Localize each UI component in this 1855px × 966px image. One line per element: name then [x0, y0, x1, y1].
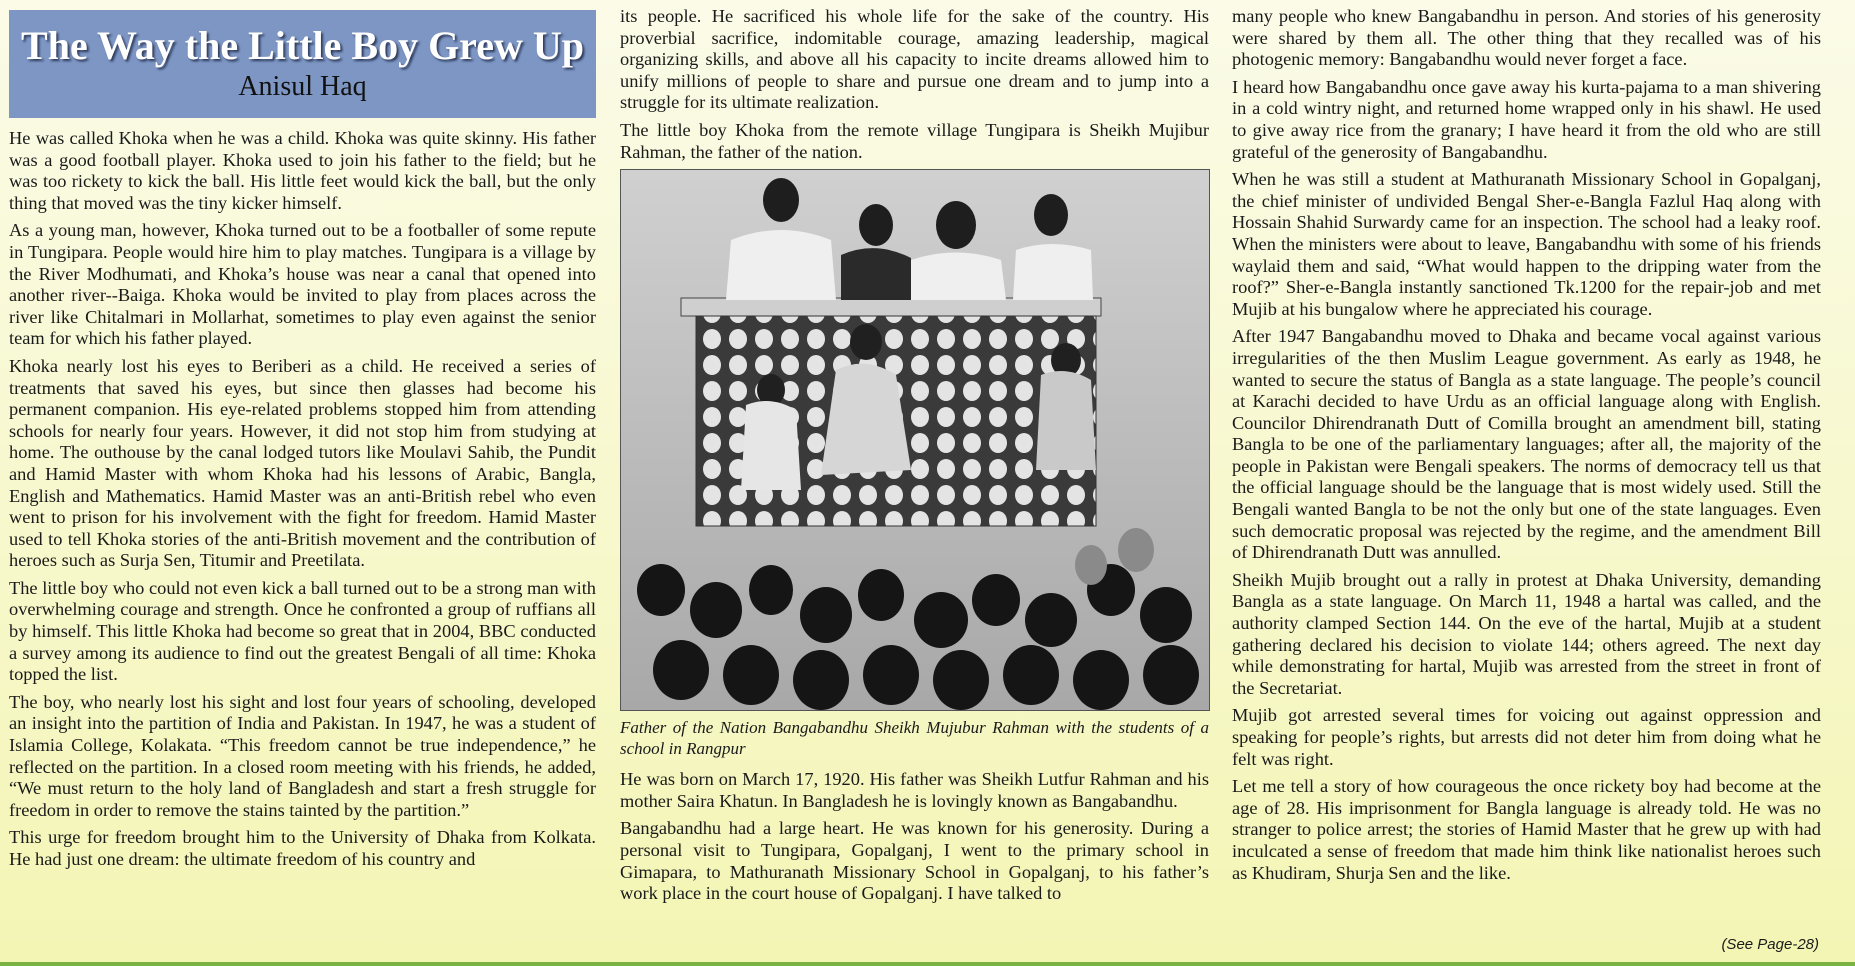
paragraph: This urge for freedom brought him to the University of Dhaka from Kolkata. He had just one dream: the ultimate freedom of his country and [9, 827, 596, 869]
paragraph: many people who knew Bangabandhu in person. And stories of his generosity were shared by them all. The other thing that they recalled was of his photogenic memory: Bangabandhu would never forget a face. [1232, 6, 1821, 70]
paragraph: When he was still a student at Mathuranath Missionary School in Gopalganj, the chief minister of undivided Bengal Sher-e-Bangla Fazlul Haq along with Hossain Shahid Surwardy came for an inspection. The school had a leaky roof. When the ministers were about to leave, Bangabandhu with some of his friends waylaid them and said, “What would happen to the dripping water from the roof?” Sher-e-Bangla instantly sanctioned Tk.1200 for the repair-job and met Mujib at his bungalow where he appreciated his courage. [1232, 169, 1821, 319]
photo-illustration [621, 170, 1209, 710]
paragraph: I heard how Bangabandhu once gave away his kurta-pajama to a man shivering in a cold wintry night, and returned home wrapped only in his shawl. He used to give away rice from the granary; I have heard it from the old who are still grateful of the generosity of Bangabandhu. [1232, 76, 1821, 162]
paragraph: Bangabandhu had a large heart. He was known for his generosity. During a personal visit to Tungipara, Gopalganj, I went to the primary school in Gimapara, to Mathuranath Missionary School in Gopalganj, to his father’s work place in the court house of Gopalganj. I have talked to [620, 818, 1209, 904]
article-title: The Way the Little Boy Grew Up [21, 23, 584, 68]
paragraph: He was called Khoka when he was a child. Khoka was quite skinny. His father was a good football player. Khoka used to join his father to the field; but he was too rickety to kick the ball. His little feet would kick the ball, but the only thing that moved was the tiny kicker himself. [9, 128, 596, 213]
column-1 [9, 6, 596, 877]
title-banner [9, 10, 596, 118]
paragraph: its people. He sacrificed his whole life for the sake of the country. His proverbial sacrifice, indomitable courage, amazing leadership, magical organizing skills, and above all his capacity to incite dreams allowed him to unify millions of people to share and pursue one dream and to jump into a struggle for its ultimate realization. [620, 6, 1209, 113]
paragraph: Mujib got arrested several times for voicing out against oppression and speaking for people’s rights, but arrests did not deter him from doing what he felt was right. [1232, 705, 1821, 769]
paragraph: As a young man, however, Khoka turned out to be a footballer of some repute in Tungipara. People would hire him to play matches. Tungipara is a village by the River Modhumati, and Khoka’s house was near a canal that opened into another river--Baiga. Khoka would be invited to play from places across the river like Chitalmari in Mollarhat, sometimes to play even against the senior team for which his father played. [9, 220, 596, 349]
paragraph: Let me tell a story of how courageous the once rickety boy had become at the age of 28. His imprisonment for Bangla language is already told. He was no stranger to police arrest; the stories of Hamid Master that he grew up with had inculcated a sense of freedom that made him think like nationalist heroes such as Khudiram, Shurja Sen and the like. [1232, 776, 1821, 883]
paragraph: The little boy Khoka from the remote village Tungipara is Sheikh Mujibur Rahman, the father of the nation. [620, 119, 1209, 162]
continued-on-page-note: (See Page-28) [1721, 936, 1819, 953]
paragraph: The little boy who could not even kick a ball turned out to be a strong man with overwhelming courage and strength. Once he confronted a group of ruffians all by himself. This little Khoka had become so great that in 2004, BBC conducted a survey among its audience to find out the greatest Bengali of all time: Khoka topped the list. [9, 577, 596, 685]
paragraph: Khoka nearly lost his eyes to Beriberi as a child. He received a series of treatments that saved his eyes, but since then glasses had become his permanent companion. His eye-related problems stopped him from attending schools for nearly four years. However, it did not stop him from studying at home. The outhouse by the canal lodged tutors like Moulavi Sahib, the Pundit and Hamid Master with whom Khoka had his lessons of Arabic, Bangla, English and Mathematics. Hamid Master was an anti-British rebel who even went to prison for his involvement with the fight for freedom. Hamid Master used to tell Khoka stories of the anti-British movement and the contribution of heroes such as Surja Sen, Titumir and Preetilata. [9, 355, 596, 571]
paragraph: He was born on March 17, 1920. His father was Sheikh Lutfur Rahman and his mother Saira Khatun. In Bangladesh he is lovingly known as Bangabandhu. [620, 769, 1209, 811]
paragraph: Sheikh Mujib brought out a rally in protest at Dhaka University, demanding Bangla as a state language. On March 11, 1948 a hartal was called, and the authority clamped Section 144. On the eve of the hartal, Mujib at a student gathering declared his decision to violate 144; others agreed. The next day while demonstrating for hartal, Mujib was arrested from the street in front of the Secretariat. [1232, 569, 1821, 698]
paragraph: After 1947 Bangabandhu moved to Dhaka and became vocal against various irregularities of the then Muslim League government. As early as 1948, he wanted to secure the status of Bangla as a state language. The people’s council at Karachi decided to have Urdu as an official language along with English. Councilor Dhirendranath Dutt of Comilla brought an amendment bill, stating Bangla to be one of the parliamentary languages; after all, the majority of the people in Pakistan were Bengali speakers. The norms of democracy tell us that the official language should be the language that is most widely used. Still the Bengali wanted Bangla to be not the only but one of the state languages. Even such democratic proposal was rejected by the regime, and the amendment Bill of Dhirendranath Dutt was annulled. [1232, 326, 1821, 563]
photo-caption: Father of the Nation Bangabandhu Sheikh Mujubur Rahman with the students of a school in Rangpur [620, 718, 1209, 759]
article-author: Anisul Haq [238, 71, 367, 102]
article-photo [620, 169, 1210, 711]
paragraph: The boy, who nearly lost his sight and lost four years of schooling, developed an insight into the partition of India and Pakistan. In 1947, he was a student of Islamia College, Kolakata. “This freedom cannot be true independence,” he reflected on the partition. In a closed room meeting with his friends, he added, “We must return to the holy land of Bangladesh and start a fresh struggle for freedom in order to remove the stains tainted by the partition.” [9, 691, 596, 820]
bottom-border [0, 962, 1855, 966]
column-2 [620, 6, 1209, 911]
column-3 [1232, 6, 1821, 890]
